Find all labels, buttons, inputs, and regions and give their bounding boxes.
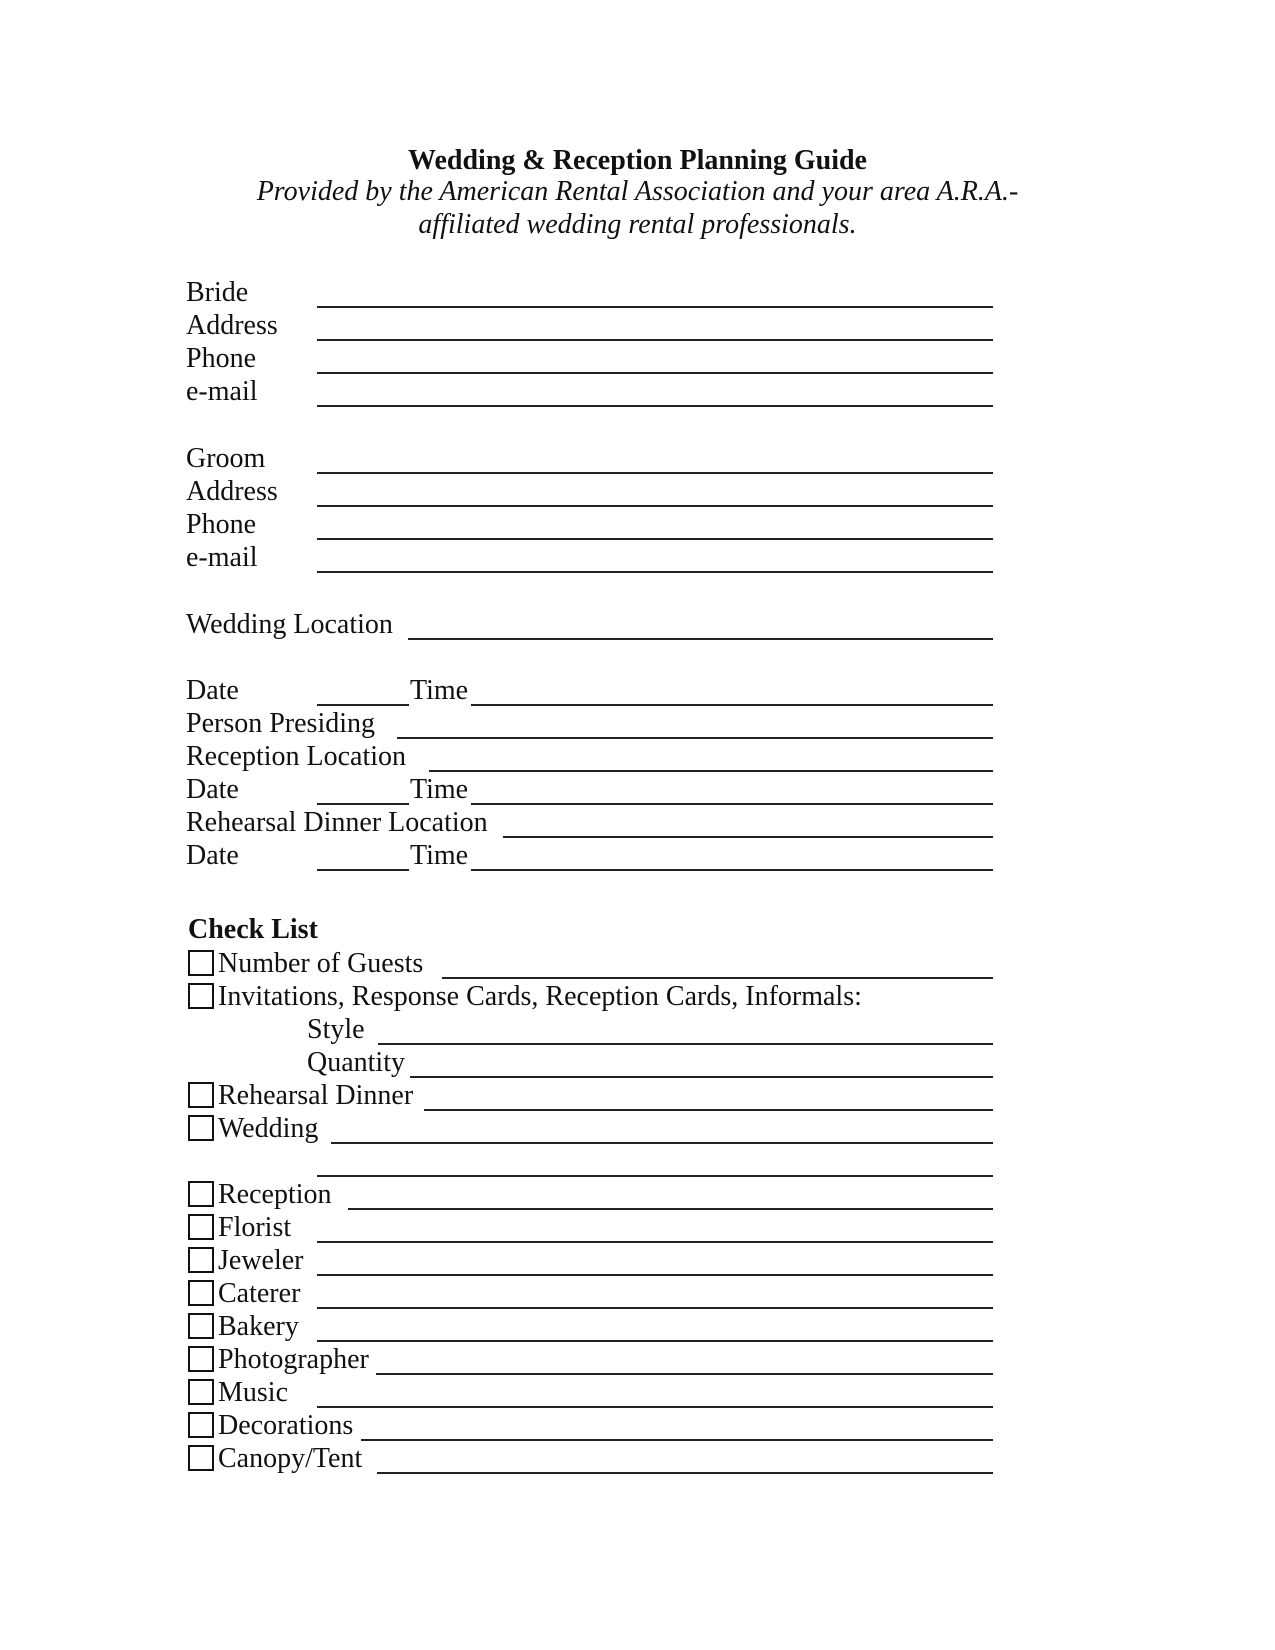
jeweler-checkbox[interactable]	[188, 1247, 214, 1273]
rehearsal-date-field[interactable]	[317, 869, 409, 871]
bride-address-label: Address	[186, 310, 278, 341]
caterer-label: Caterer	[218, 1278, 301, 1309]
groom-address-row	[186, 475, 996, 509]
wedding-date-field[interactable]	[317, 704, 409, 706]
wedding-location-row	[186, 608, 996, 642]
jeweler-field[interactable]	[317, 1274, 993, 1276]
music-checkbox[interactable]	[188, 1379, 214, 1405]
invitations-checkbox[interactable]	[188, 983, 214, 1009]
rehearsal-dinner-location-field[interactable]	[503, 836, 993, 838]
rehearsal-dinner-label: Rehearsal Dinner	[218, 1080, 414, 1111]
groom-label: Groom	[186, 443, 266, 474]
checklist-subitem-quantity	[186, 1046, 996, 1080]
bakery-checkbox[interactable]	[188, 1313, 214, 1339]
caterer-field[interactable]	[317, 1307, 993, 1309]
bride-phone-field[interactable]	[317, 372, 993, 374]
checklist-subitem-style	[186, 1013, 996, 1047]
music-field[interactable]	[317, 1406, 993, 1408]
groom-address-label: Address	[186, 476, 278, 507]
decorations-checkbox[interactable]	[188, 1412, 214, 1438]
bride-email-field[interactable]	[317, 405, 993, 407]
florist-checkbox[interactable]	[188, 1214, 214, 1240]
decorations-label: Decorations	[218, 1410, 354, 1441]
reception-date-label: Date	[186, 774, 239, 805]
groom-email-row	[186, 541, 996, 575]
rehearsal-date-label: Date	[186, 840, 239, 871]
checklist-item-photographer	[186, 1343, 996, 1377]
rehearsal-date-time-row	[186, 839, 996, 873]
guests-label: Number of Guests	[218, 948, 424, 979]
rehearsal-dinner-checkbox[interactable]	[188, 1082, 214, 1108]
florist-label: Florist	[218, 1212, 292, 1243]
reception-date-time-row	[186, 773, 996, 807]
bride-field[interactable]	[317, 306, 993, 308]
canopy-tent-checkbox[interactable]	[188, 1445, 214, 1471]
bride-phone-label: Phone	[186, 343, 256, 374]
checklist-item-decorations	[186, 1409, 996, 1443]
reception-location-field[interactable]	[429, 770, 993, 772]
groom-phone-row	[186, 508, 996, 542]
wedding-checkbox[interactable]	[188, 1115, 214, 1141]
checklist-item-guests	[186, 947, 996, 981]
wedding-location-label: Wedding Location	[186, 609, 393, 640]
reception-field[interactable]	[348, 1208, 993, 1210]
music-label: Music	[218, 1377, 288, 1408]
caterer-checkbox[interactable]	[188, 1280, 214, 1306]
rehearsal-time-field[interactable]	[471, 869, 993, 871]
style-label: Style	[307, 1014, 365, 1045]
wedding-field-continued[interactable]	[317, 1175, 993, 1177]
groom-address-field[interactable]	[317, 505, 993, 507]
reception-location-row	[186, 740, 996, 774]
photographer-checkbox[interactable]	[188, 1346, 214, 1372]
wedding-time-label: Time	[410, 675, 469, 706]
checklist-item-jeweler	[186, 1244, 996, 1278]
page-subtitle-line1: Provided by the American Rental Association and your area A.R.A.-	[256, 176, 1019, 207]
wedding-field[interactable]	[331, 1142, 993, 1144]
reception-date-field[interactable]	[317, 803, 409, 805]
person-presiding-field[interactable]	[397, 737, 993, 739]
bride-email-row	[186, 375, 996, 409]
checklist-item-invitations	[186, 980, 996, 1014]
reception-checkbox[interactable]	[188, 1181, 214, 1207]
rehearsal-dinner-location-label: Rehearsal Dinner Location	[186, 807, 488, 838]
rehearsal-dinner-field[interactable]	[424, 1109, 993, 1111]
checklist-item-caterer	[186, 1277, 996, 1311]
wedding-date-label: Date	[186, 675, 239, 706]
bakery-field[interactable]	[317, 1340, 993, 1342]
checklist-item-music	[186, 1376, 996, 1410]
page-title: Wedding & Reception Planning Guide	[408, 145, 867, 176]
bride-email-label: e-mail	[186, 376, 258, 407]
style-field[interactable]	[378, 1043, 993, 1045]
bride-label: Bride	[186, 277, 249, 308]
page-subtitle-line2: affiliated wedding rental professionals.	[418, 209, 857, 240]
person-presiding-row	[186, 707, 996, 741]
groom-phone-label: Phone	[186, 509, 256, 540]
rehearsal-time-label: Time	[410, 840, 469, 871]
groom-email-field[interactable]	[317, 571, 993, 573]
checklist-item-florist	[186, 1211, 996, 1245]
quantity-label: Quantity	[307, 1047, 405, 1078]
person-presiding-label: Person Presiding	[186, 708, 375, 739]
rehearsal-dinner-location-row	[186, 806, 996, 840]
reception-location-label: Reception Location	[186, 741, 407, 772]
groom-row	[186, 442, 996, 476]
canopy-tent-field[interactable]	[377, 1472, 993, 1474]
bride-address-row	[186, 309, 996, 343]
bride-address-field[interactable]	[317, 339, 993, 341]
reception-label: Reception	[218, 1179, 332, 1210]
guests-checkbox[interactable]	[188, 950, 214, 976]
checklist-item-bakery	[186, 1310, 996, 1344]
groom-field[interactable]	[317, 472, 993, 474]
groom-phone-field[interactable]	[317, 538, 993, 540]
invitations-label: Invitations, Response Cards, Reception Cards, Informals:	[218, 981, 862, 1012]
groom-email-label: e-mail	[186, 542, 258, 573]
checklist-heading: Check List	[188, 914, 318, 945]
decorations-field[interactable]	[361, 1439, 993, 1441]
wedding-time-field[interactable]	[471, 704, 993, 706]
checklist-item-wedding-continued	[186, 1145, 996, 1179]
wedding-label: Wedding	[218, 1113, 319, 1144]
photographer-label: Photographer	[218, 1344, 369, 1375]
checklist-item-canopy-tent	[186, 1442, 996, 1476]
wedding-location-field[interactable]	[408, 638, 993, 640]
photographer-field[interactable]	[376, 1373, 993, 1375]
bakery-label: Bakery	[218, 1311, 299, 1342]
checklist-item-reception	[186, 1178, 996, 1212]
wedding-date-time-row	[186, 674, 996, 708]
checklist-item-wedding	[186, 1112, 996, 1146]
bride-row	[186, 276, 996, 310]
checklist-item-rehearsal-dinner	[186, 1079, 996, 1113]
reception-time-field[interactable]	[471, 803, 993, 805]
bride-phone-row	[186, 342, 996, 376]
jeweler-label: Jeweler	[218, 1245, 304, 1276]
florist-field[interactable]	[317, 1241, 993, 1243]
guests-field[interactable]	[442, 977, 993, 979]
reception-time-label: Time	[410, 774, 469, 805]
canopy-tent-label: Canopy/Tent	[218, 1443, 363, 1474]
quantity-field[interactable]	[410, 1076, 993, 1078]
